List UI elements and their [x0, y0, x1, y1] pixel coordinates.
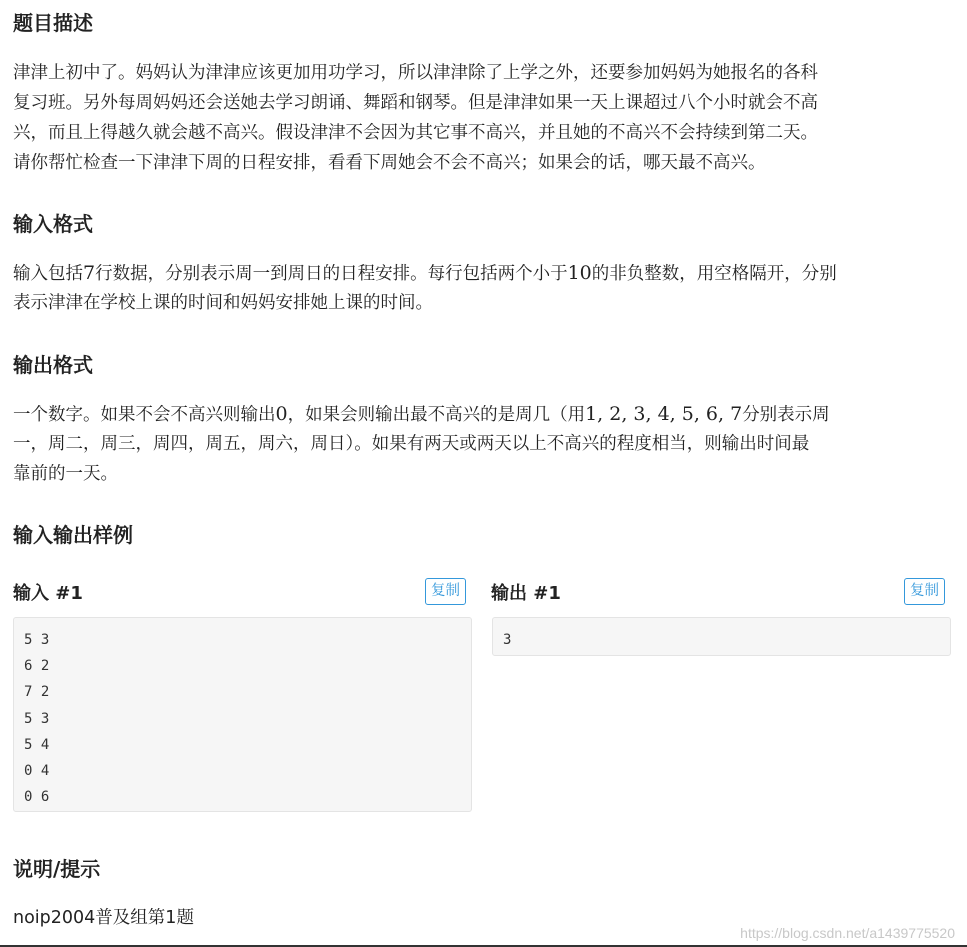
description-heading: 题目描述	[13, 11, 93, 35]
math-sequence: 1, 2, 3, 4, 5, 6, 7	[585, 403, 743, 425]
description-line-1: 津津上初中了。妈妈认为津津应该更加用功学习，所以津津除了上学之外，还要参加妈妈为她报名的各科	[13, 63, 818, 83]
input-format-line-2: 表示津津在学校上课的时间和妈妈安排她上课的时间。	[13, 293, 433, 313]
copy-input-button[interactable]: 复制	[425, 578, 466, 605]
input-format-heading: 输入格式	[13, 212, 93, 236]
description-line-4: 请你帮忙检查一下津津下周的日程安排，看看下周她会不会不高兴；如果会的话，哪天最不高兴。	[13, 153, 766, 173]
math-number: 7	[83, 262, 96, 284]
hint-text: noip2004普及组第1题	[13, 908, 194, 928]
copy-output-button[interactable]: 复制	[904, 578, 945, 605]
output-format-line-1: 一个数字。如果不会不高兴则输出0，如果会则输出最不高兴的是周几（用1, 2, 3, 4, 5, 6, 7分别表示周	[13, 403, 830, 425]
sample-input-label: 输入 #1	[13, 583, 83, 604]
math-number: 10	[567, 262, 592, 284]
output-format-heading: 输出格式	[13, 353, 93, 377]
hint-heading: 说明/提示	[13, 857, 101, 881]
sample-output-box[interactable]: 3	[492, 617, 951, 656]
description-line-2: 复习班。另外每周妈妈还会送她去学习朗诵、舞蹈和钢琴。但是津津如果一天上课超过八个小时就会不高	[13, 93, 818, 113]
math-number: 0	[275, 403, 288, 425]
input-format-line-1: 输入包括7行数据，分别表示周一到周日的日程安排。每行包括两个小于10的非负整数，用空格隔开，分别	[13, 262, 837, 284]
description-line-3: 兴，而且上得越久就会越不高兴。假设津津不会因为其它事不高兴，并且她的不高兴不会持续到第二天。	[13, 123, 818, 143]
sample-output-label: 输出 #1	[491, 583, 561, 604]
output-format-line-3: 靠前的一天。	[13, 464, 118, 484]
samples-heading: 输入输出样例	[13, 523, 133, 547]
watermark: https://blog.csdn.net/a1439775520	[740, 925, 955, 941]
output-format-line-2: 一，周二，周三，周四，周五，周六，周日）。如果有两天或两天以上不高兴的程度相当，则输出时间最	[13, 434, 810, 454]
sample-input-box[interactable]: 5 3 6 2 7 2 5 3 5 4 0 4 0 6	[13, 617, 472, 812]
